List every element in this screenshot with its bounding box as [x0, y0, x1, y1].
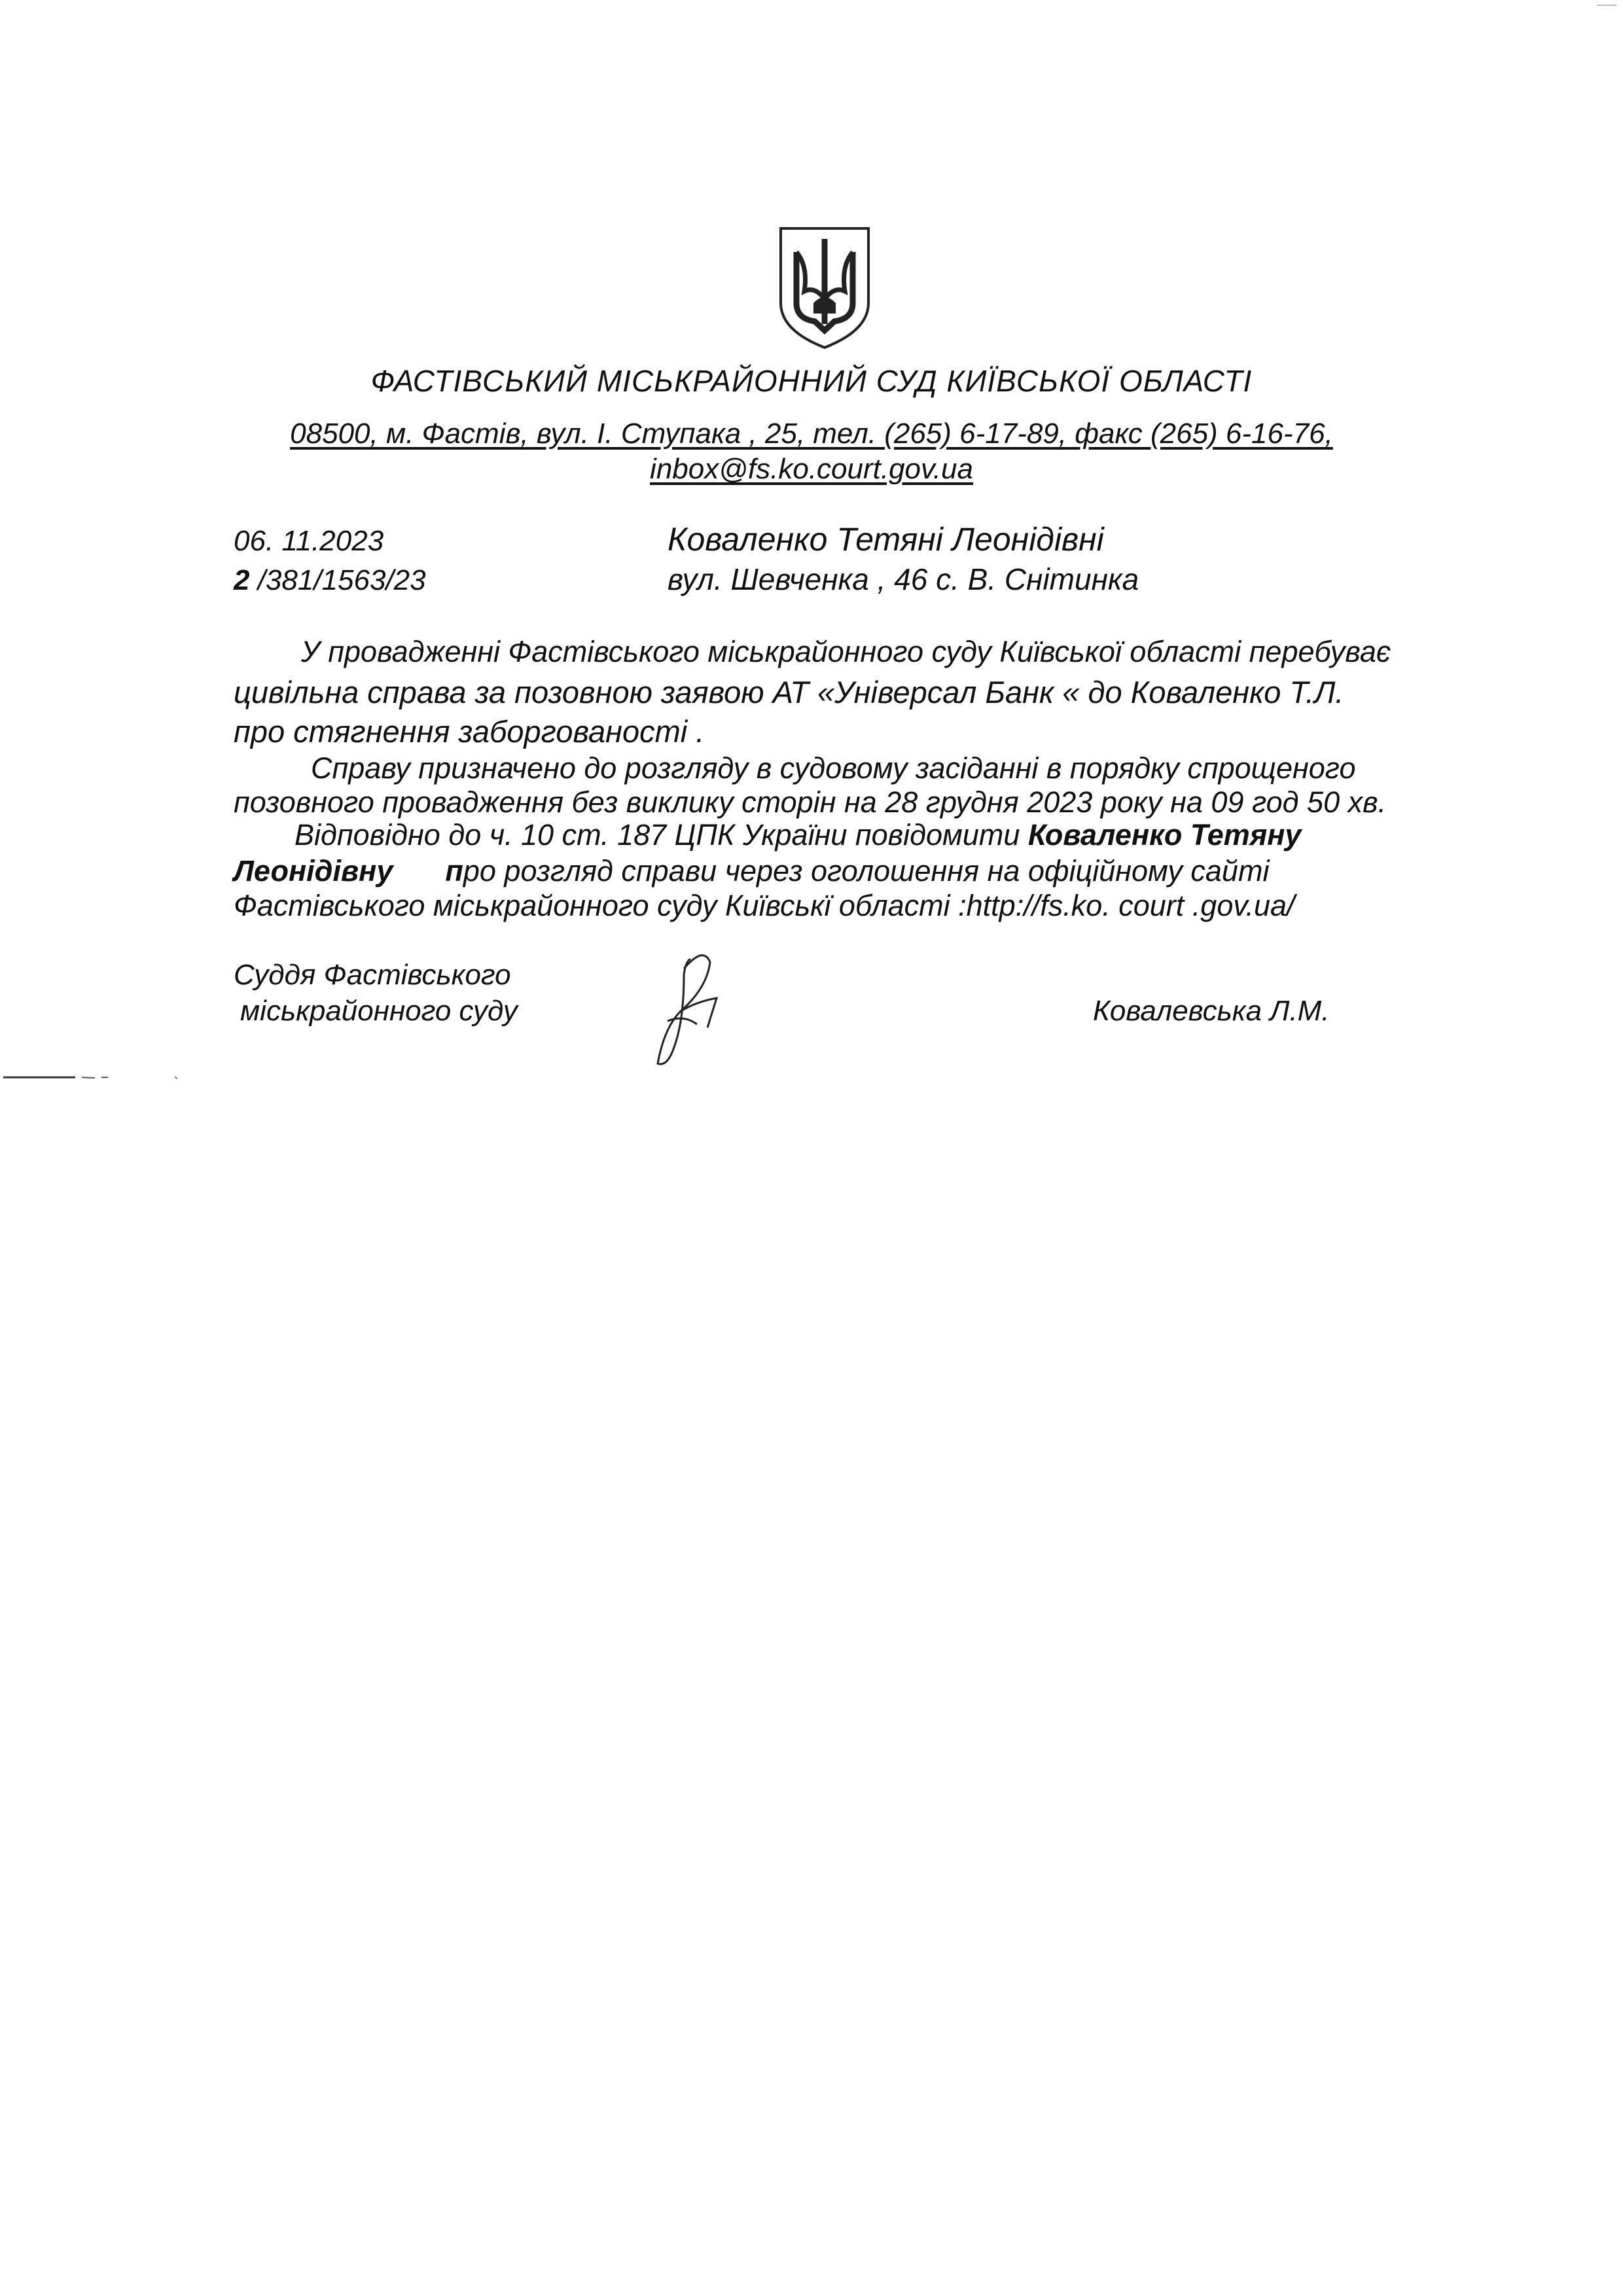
scan-artifact [3, 1073, 187, 1081]
case-number-rest: /381/1563/23 [249, 564, 426, 596]
handwritten-signature [645, 949, 730, 1073]
bold-letter: п [445, 854, 463, 888]
paragraph-1-line-2: цивільна справа за позовною заявою АТ «Універсал Банк « до Коваленко Т.Л. [234, 675, 1344, 709]
paragraph-3-line-2 [234, 854, 1269, 888]
judge-title-line-2: міськрайонного суду [240, 995, 518, 1027]
scan-corner-mark [1597, 4, 1616, 7]
case-number-prefix: 2 [234, 564, 250, 596]
court-address-line1: 08500, м. Фастів, вул. І. Ступака , 25, тел. (265) 6-17-89, факс (265) 6-16-76, [290, 418, 1333, 450]
trident-emblem-icon [776, 226, 874, 350]
paragraph-3-line-2-text: ро розгляд справи через оголошення на офіційному сайті [463, 854, 1270, 888]
recipient-name-bold: Коваленко Тетяну [1027, 818, 1302, 852]
case-number [234, 564, 426, 597]
paragraph-3-line-1 [294, 818, 1301, 852]
paragraph-1-line-1: У провадженні Фастівського міськрайонного суду Київської області перебуває [301, 635, 1391, 668]
court-email [0, 453, 1623, 486]
recipient-patronymic-bold: Леонідівну [234, 854, 393, 888]
paragraph-1-line-3: про стягнення заборгованості . [234, 714, 705, 749]
paragraph-2-line-1: Справу призначено до розгляду в судовому засіданні в порядку спрощеного [311, 751, 1356, 785]
court-address [0, 418, 1623, 450]
judge-title-line-1: Суддя Фастівського [234, 959, 511, 991]
recipient-address: вул. Шевченка , 46 с. В. Снітинка [668, 562, 1139, 596]
court-name: ФАСТІВСЬКИЙ МІСЬКРАЙОННИЙ СУД КИЇВСЬКОЇ ОБЛАСТІ [370, 364, 1253, 398]
court-email-link[interactable]: inbox@fs.ko.court.gov.ua [650, 453, 973, 485]
paragraph-3-line-1-text: Відповідно до ч. 10 ст. 187 ЦПК України повідомити [294, 818, 1028, 852]
letter-date: 06. 11.2023 [234, 525, 384, 557]
judge-name: Ковалевська Л.М. [1093, 995, 1330, 1027]
recipient-name: Коваленко Тетяні Леонідівні [668, 521, 1104, 558]
paragraph-2-line-2: позовного провадження без виклику сторін на 28 грудня 2023 року на 09 год 50 хв. [234, 785, 1387, 819]
paragraph-3-line-3: Фастівського міськрайонного суду Київськї області :http://fs.ko. court .gov.ua/ [234, 889, 1295, 922]
